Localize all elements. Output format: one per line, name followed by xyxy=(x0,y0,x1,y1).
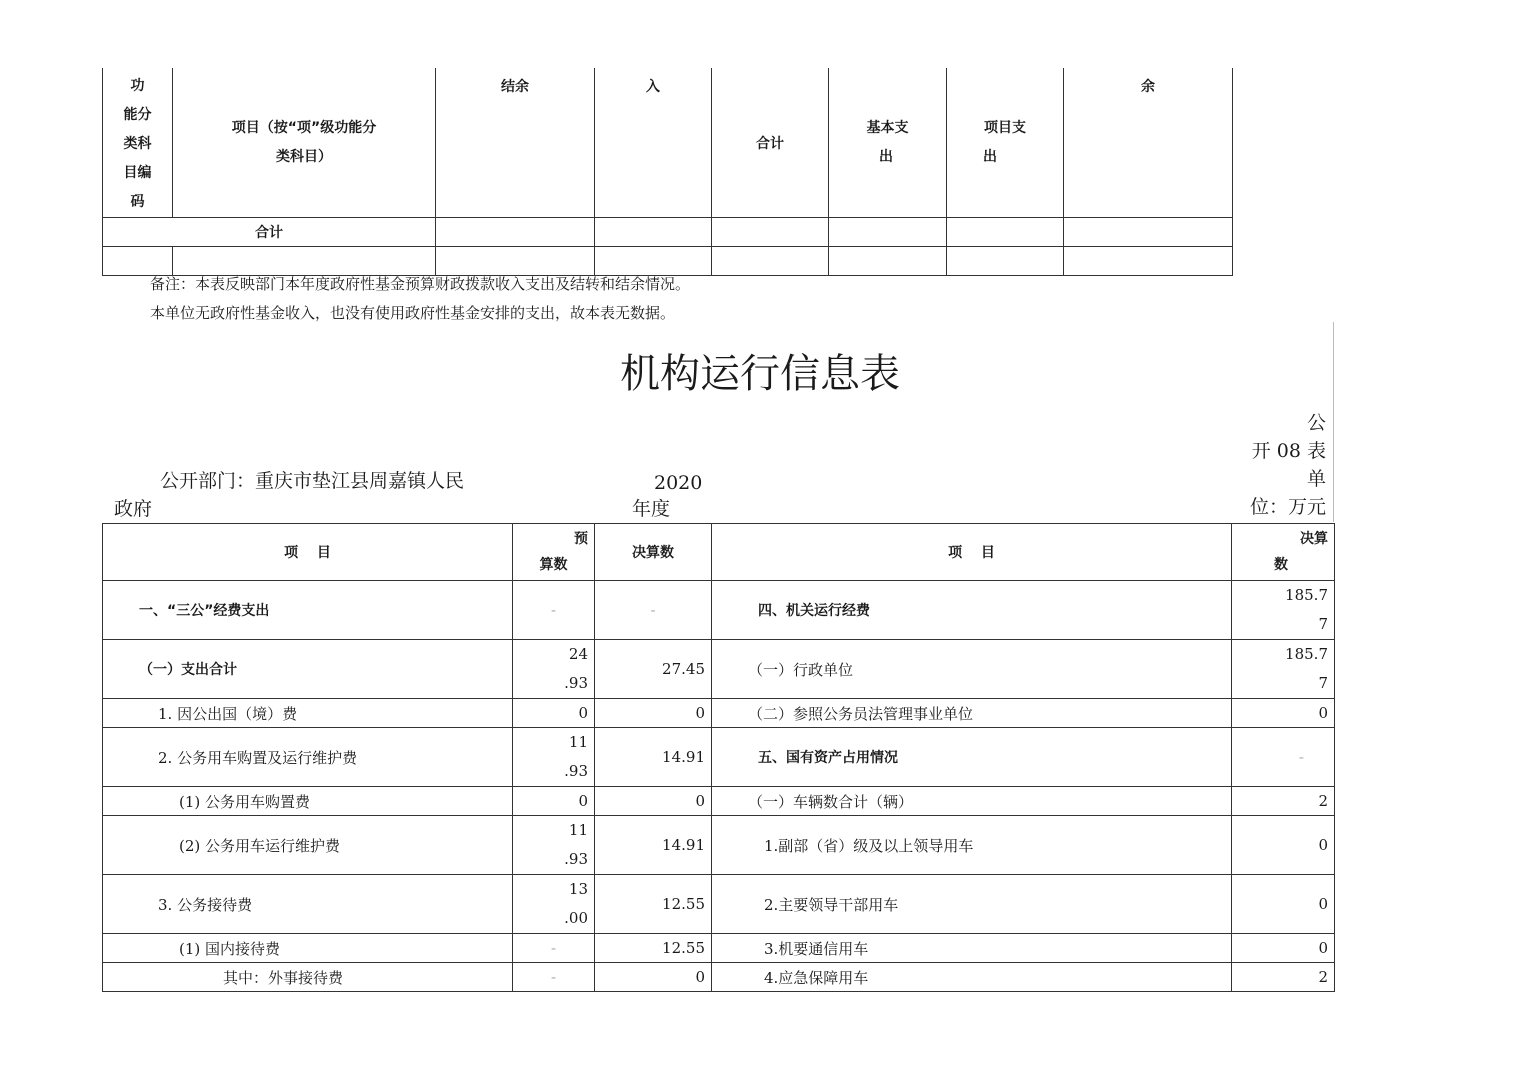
row-final-value-2: 0 xyxy=(1232,699,1335,728)
row-final-value: 0 xyxy=(595,699,712,728)
row-item-label: （一）支出合计 xyxy=(103,640,513,699)
row-item-label: (1) 国内接待费 xyxy=(103,934,513,963)
header-item: 项 目 xyxy=(103,524,513,581)
row-budget-value: 24 .93 xyxy=(513,640,595,699)
row-budget-value: 13 .00 xyxy=(513,875,595,934)
table-row xyxy=(103,963,1335,992)
row-item-label-2: 四、机关运行经费 xyxy=(712,581,1232,640)
row-item-label: 一、“三公”经费支出 xyxy=(103,581,513,640)
col-heji: 合计 xyxy=(712,68,829,218)
row-final-value: 0 xyxy=(595,963,712,992)
row-final-value: 12.55 xyxy=(595,875,712,934)
header-final-2: 决算 数 xyxy=(1232,524,1335,581)
row-item-label-2: 4.应急保障用车 xyxy=(712,963,1232,992)
row-final-value: 12.55 xyxy=(595,934,712,963)
row-item-label-2: 3.机要通信用车 xyxy=(712,934,1232,963)
empty-cell xyxy=(1064,247,1233,276)
row-budget-value: 11 .93 xyxy=(513,816,595,875)
row-budget-value: - xyxy=(513,581,595,640)
total-cell xyxy=(712,218,829,247)
row-item-label-2: 五、国有资产占用情况 xyxy=(712,728,1232,787)
row-final-value-2: 0 xyxy=(1232,934,1335,963)
row-item-label-2: （一）车辆数合计（辆） xyxy=(712,787,1232,816)
table-row xyxy=(103,787,1335,816)
empty-cell xyxy=(595,247,712,276)
row-final-value: 14.91 xyxy=(595,728,712,787)
row-budget-value: 0 xyxy=(513,699,595,728)
table-row xyxy=(103,699,1335,728)
row-budget-value: - xyxy=(513,934,595,963)
row-item-label: 2. 公务用车购置及运行维护费 xyxy=(103,728,513,787)
col-jieyu: 结余 xyxy=(436,68,595,218)
total-cell xyxy=(829,218,947,247)
page-title: 机构运行信息表 xyxy=(620,351,900,397)
org-operation-table xyxy=(102,523,1335,992)
empty-cell xyxy=(712,247,829,276)
empty-cell xyxy=(436,247,595,276)
col-yu: 余 xyxy=(1064,68,1233,218)
total-cell xyxy=(1064,218,1233,247)
header-final: 决算数 xyxy=(595,524,712,581)
total-cell xyxy=(947,218,1064,247)
row-item-label-2: 2.主要领导干部用车 xyxy=(712,875,1232,934)
row-item-label-2: （二）参照公务员法管理事业单位 xyxy=(712,699,1232,728)
col-item: 项目（按“项”级功能分 类科目） xyxy=(173,68,436,218)
col-project-expense: 项目支 出 xyxy=(947,68,1064,218)
col-function-code: 功 能分 类科 目编 码 xyxy=(103,68,173,218)
row-item-label: 其中：外事接待费 xyxy=(103,963,513,992)
header-item-2: 项 目 xyxy=(712,524,1232,581)
row-item-label-2: （一）行政单位 xyxy=(712,640,1232,699)
row-item-label: 1. 因公出国（境）费 xyxy=(103,699,513,728)
note-line-2: 本单位无政府性基金收入，也没有使用政府性基金安排的支出，故本表无数据。 xyxy=(150,304,676,322)
header-budget: 预 算数 xyxy=(513,524,595,581)
row-final-value-2: 0 xyxy=(1232,875,1335,934)
col-ru: 入 xyxy=(595,68,712,218)
row-item-label: (2) 公务用车运行维护费 xyxy=(103,816,513,875)
empty-cell xyxy=(829,247,947,276)
row-item-label: 3. 公务接待费 xyxy=(103,875,513,934)
row-final-value-2: 185.7 7 xyxy=(1232,581,1335,640)
row-final-value: 27.45 xyxy=(595,640,712,699)
empty-cell xyxy=(947,247,1064,276)
row-item-label-2: 1.副部（省）级及以上领导用车 xyxy=(712,816,1232,875)
row-final-value-2: 2 xyxy=(1232,963,1335,992)
total-cell xyxy=(595,218,712,247)
row-final-value: - xyxy=(595,581,712,640)
note-line-1: 备注：本表反映部门本年度政府性基金预算财政拨款收入支出及结转和结余情况。 xyxy=(150,275,691,293)
dept-line-1: 公开部门：重庆市垫江县周嘉镇人民 xyxy=(160,470,465,492)
row-final-value-2: 185.7 7 xyxy=(1232,640,1335,699)
table-row xyxy=(103,816,1335,875)
fund-table xyxy=(102,68,1233,276)
year-line-2: 年度 xyxy=(632,498,671,520)
total-cell xyxy=(436,218,595,247)
dept-line-2: 政府 xyxy=(114,498,153,520)
row-final-value-2: 0 xyxy=(1232,816,1335,875)
year-line-1: 2020 xyxy=(654,472,703,494)
col-basic-expense: 基本支 出 xyxy=(829,68,947,218)
row-budget-value: - xyxy=(513,963,595,992)
table-number: 公 开 08 表 单 位：万元 xyxy=(1249,412,1326,518)
row-budget-value: 0 xyxy=(513,787,595,816)
table-row xyxy=(103,875,1335,934)
table-row xyxy=(103,934,1335,963)
row-item-label: (1) 公务用车购置费 xyxy=(103,787,513,816)
table-row xyxy=(103,581,1335,640)
table-row xyxy=(103,640,1335,699)
empty-cell xyxy=(173,247,436,276)
row-budget-value: 11 .93 xyxy=(513,728,595,787)
row-final-value-2: 2 xyxy=(1232,787,1335,816)
row-final-value-2: - xyxy=(1232,728,1335,787)
empty-cell xyxy=(103,247,173,276)
table-row xyxy=(103,728,1335,787)
row-final-value: 14.91 xyxy=(595,816,712,875)
row-final-value: 0 xyxy=(595,787,712,816)
total-label: 合计 xyxy=(103,218,436,247)
